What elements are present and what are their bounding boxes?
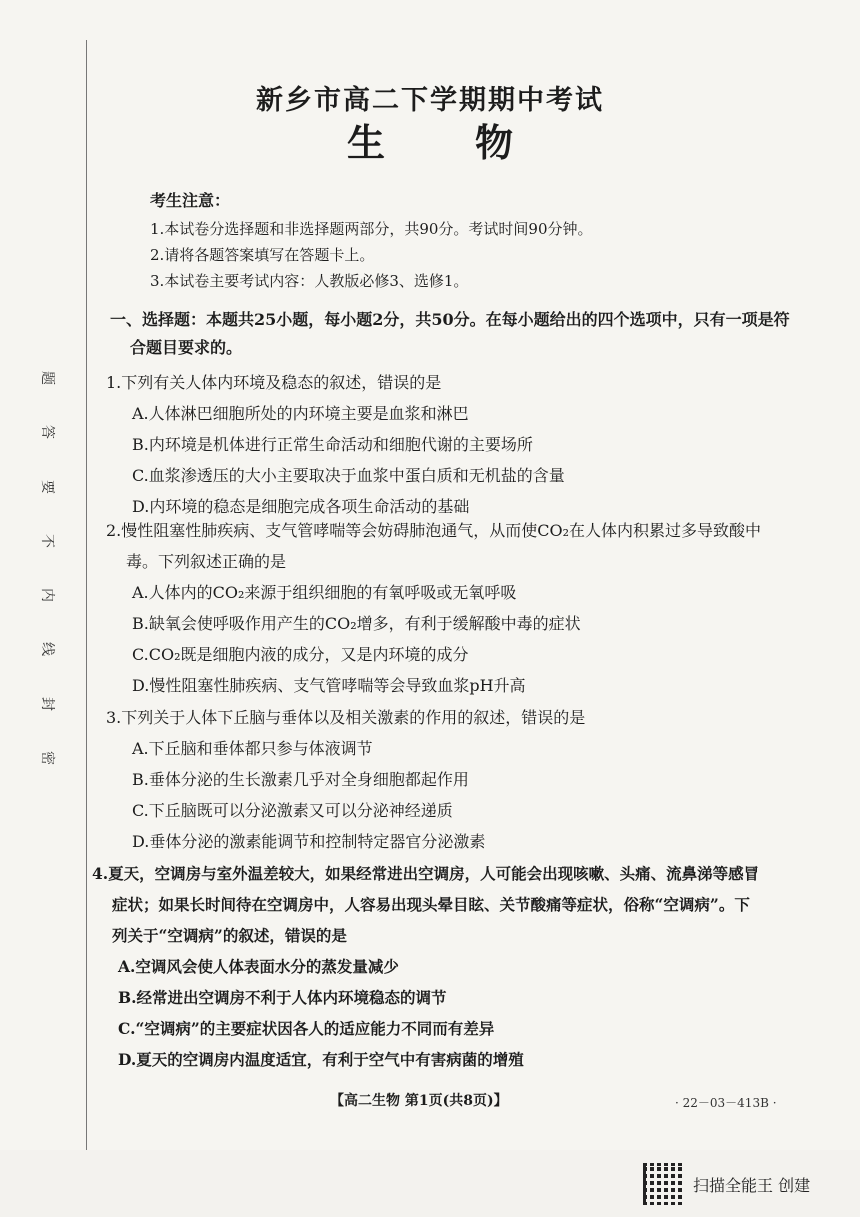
notice-item: 3.本试卷主要考试内容：人教版必修3、选修1。 — [150, 272, 469, 290]
option-a: A.下丘脑和垂体都只参与体液调节 — [132, 739, 373, 758]
option-b: B.缺氧会使呼吸作用产生的CO₂增多，有利于缓解酸中毒的症状 — [132, 614, 581, 633]
option-a: A.人体淋巴细胞所处的内环境主要是血浆和淋巴 — [132, 404, 469, 423]
notice-item: 1.本试卷分选择题和非选择题两部分，共90分。考试时间90分钟。 — [150, 220, 593, 238]
exam-subject: 生物 — [346, 120, 603, 165]
option-b: B.经常进出空调房不利于人体内环境稳态的调节 — [118, 988, 447, 1007]
section-heading: 一、选择题：本题共25小题，每小题2分，共50分。在每小题给出的四个选项中，只有一项是符 合题目要求的。 — [110, 310, 790, 357]
question-2: 2.慢性阻塞性肺疾病、支气管哮喘等会妨碍肺泡通气，从而使CO₂在人体内积累过多导致酸中 毒。下列叙述正确的是 A.人体内的CO₂来源于组织细胞的有氧呼吸或无氧呼吸 B.缺氧会使呼吸作用产生的CO₂增多，有利于缓解酸中毒的症状 C.CO₂既是细胞内液的成分，又是内环境的成分 D.慢性阻塞性肺疾病、支气管哮喘等会导致血浆pH升高 — [106, 515, 761, 701]
option-d: D.垂体分泌的激素能调节和控制特定器官分泌激素 — [132, 832, 486, 851]
option-c: C.下丘脑既可以分泌激素又可以分泌神经递质 — [132, 801, 453, 820]
option-a: A.空调风会使人体表面水分的蒸发量减少 — [118, 957, 399, 976]
option-b: B.内环境是机体进行正常生命活动和细胞代谢的主要场所 — [132, 435, 533, 454]
option-c: C.“空调病”的主要症状因各人的适应能力不同而有差异 — [118, 1019, 495, 1038]
exam-title: 新乡市高二下学期期中考试 — [256, 85, 604, 116]
option-a: A.人体内的CO₂来源于组织细胞的有氧呼吸或无氧呼吸 — [132, 583, 517, 602]
question-3: 3.下列关于人体下丘脑与垂体以及相关激素的作用的叙述，错误的是 A.下丘脑和垂体都只参与体液调节 B.垂体分泌的生长激素几乎对全身细胞都起作用 C.下丘脑既可以分泌激素又可以分泌神经递质 D.垂体分泌的激素能调节和控制特定器官分泌激素 — [106, 702, 585, 857]
question-4: 4.夏天，空调房与室外温差较大，如果经常进出空调房，人可能会出现咳嗽、头痛、流鼻涕等感冒 症状；如果长时间待在空调房中，人容易出现头晕目眩、关节酸痛等症状，俗称“空调病”。下 列关于“空调病”的叙述，错误的是 A.空调风会使人体表面水分的蒸发量减少 B.经常进出空调房不利于人体内环境稳态的调节 C.“空调病”的主要症状因各人的适应能力不同而有差异 D.夏天的空调房内温度适宜，有利于空气中有害病菌的增殖 — [92, 858, 759, 1075]
scanner-watermark — [643, 1163, 810, 1205]
option-c: C.血浆渗透压的大小主要取决于血浆中蛋白质和无机盐的含量 — [132, 466, 565, 485]
question-1: 1.下列有关人体内环境及稳态的叙述，错误的是 A.人体淋巴细胞所处的内环境主要是血浆和淋巴 B.内环境是机体进行正常生命活动和细胞代谢的主要场所 C.血浆渗透压的大小主要取决于血浆中蛋白质和无机盐的含量 D.内环境的稳态是细胞完成各项生命活动的基础 — [106, 367, 565, 522]
scanner-text: 扫描全能王 创建 — [693, 1175, 811, 1195]
option-d: D.慢性阻塞性肺疾病、支气管哮喘等会导致血浆pH升高 — [132, 676, 526, 695]
qr-code-icon — [643, 1163, 685, 1205]
candidate-notice — [150, 188, 593, 294]
notice-heading: 考生注意： — [150, 191, 231, 210]
option-b: B.垂体分泌的生长激素几乎对全身细胞都起作用 — [132, 770, 469, 789]
binding-label: 题 答 要 不 内 线 封 密 — [39, 371, 55, 765]
binding-line — [86, 40, 87, 1150]
notice-item: 2.请将各题答案填写在答题卡上。 — [150, 246, 375, 264]
option-c: C.CO₂既是细胞内液的成分，又是内环境的成分 — [132, 645, 469, 664]
page-footer: 【高二生物 第1页(共8页)】 — [330, 1093, 508, 1109]
option-d: D.内环境的稳态是细胞完成各项生命活动的基础 — [132, 497, 470, 516]
option-d: D.夏天的空调房内温度适宜，有利于空气中有害病菌的增殖 — [118, 1050, 524, 1069]
paper-code: · 22－03－413B · — [675, 1096, 777, 1110]
